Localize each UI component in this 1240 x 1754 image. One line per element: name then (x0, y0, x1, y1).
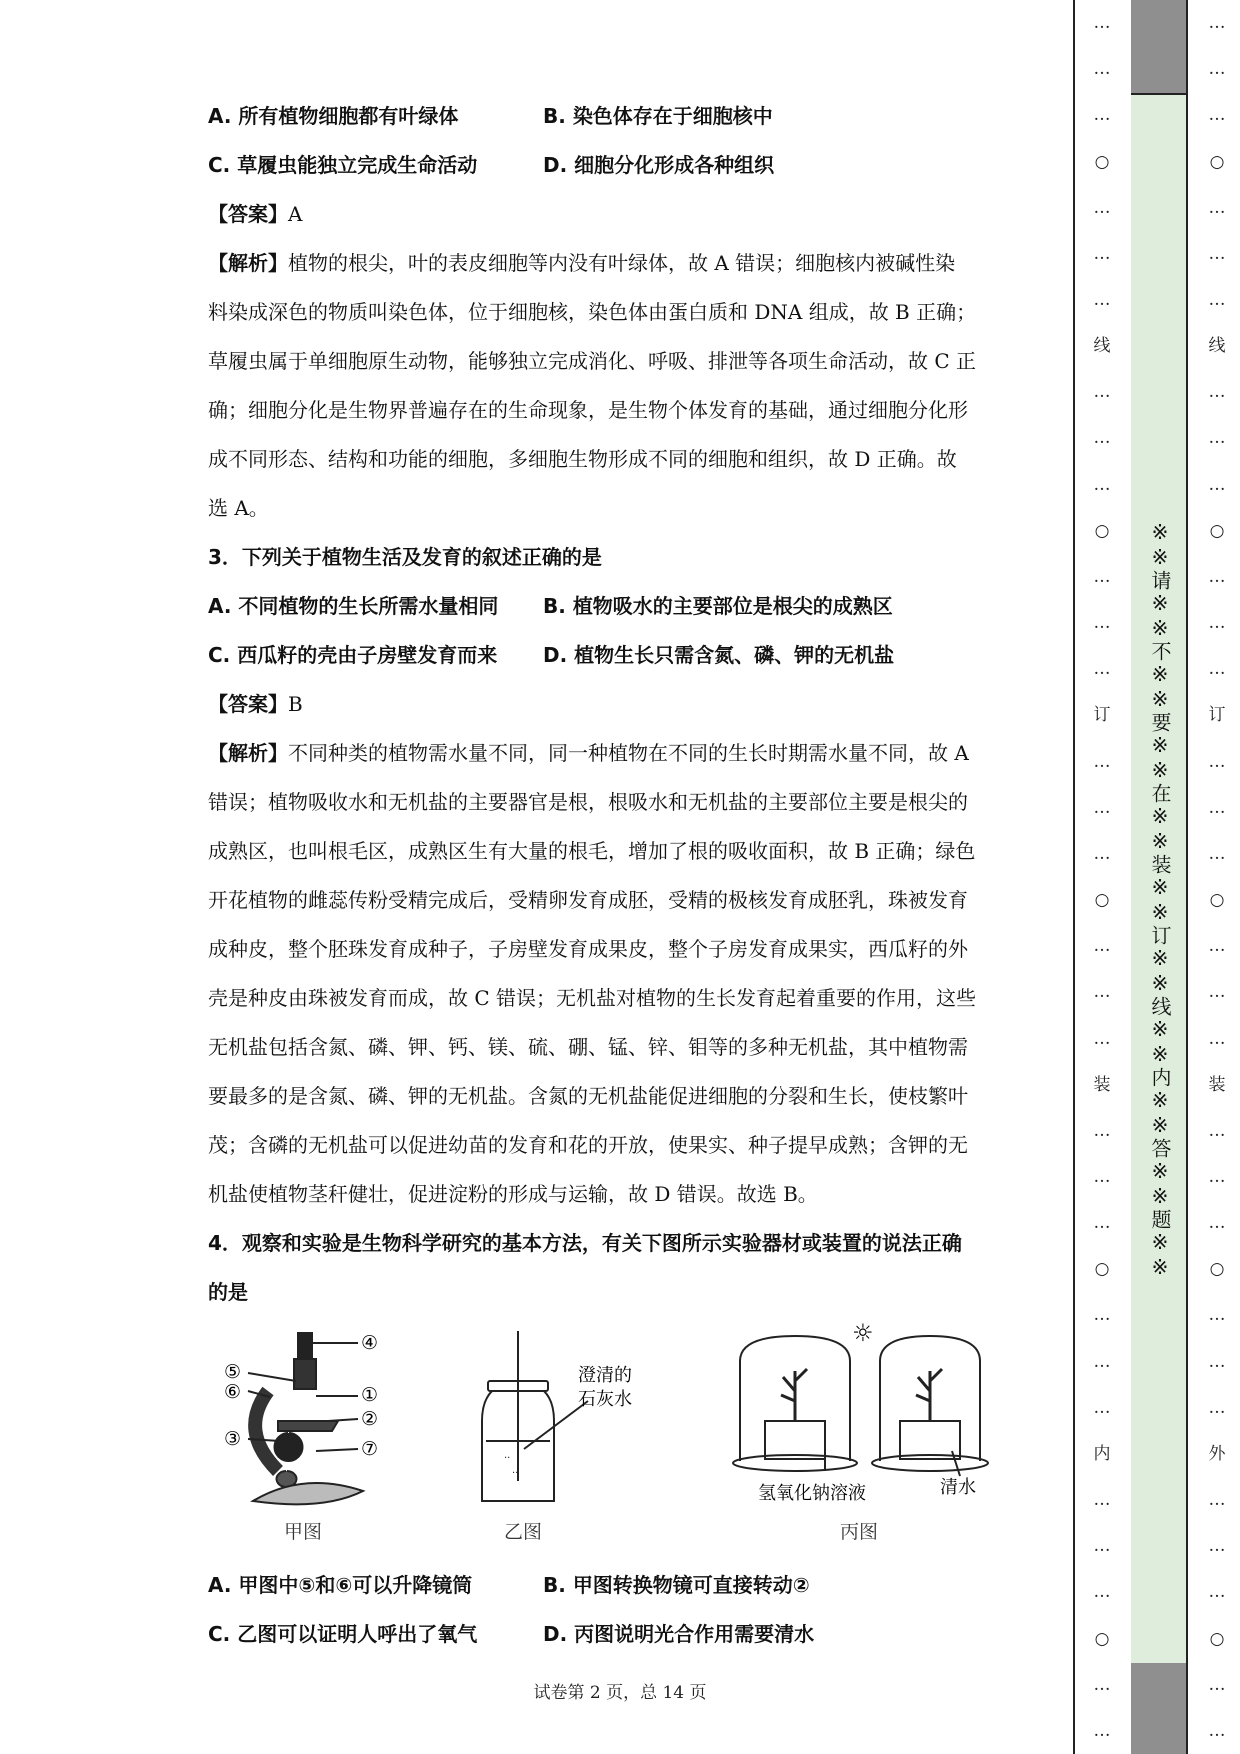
q3-analysis-tag: 【解析】 (208, 741, 288, 765)
binding-mark: 线 (1093, 336, 1111, 357)
q3-answer-tag: 【答案】 (208, 692, 288, 716)
binding-mark: … (1208, 243, 1226, 264)
q2-option-d: D. 细胞分化形成各种组织 (543, 153, 775, 177)
q2-option-b: B. 染色体存在于细胞核中 (543, 104, 773, 128)
q4-option-d: D. 丙图说明光合作用需要清水 (543, 1622, 815, 1646)
q3-options-row-2 (208, 631, 1040, 680)
q3-option-c: C. 西瓜籽的壳由子房壁发育而来 (208, 643, 498, 667)
binding-mark: … (1093, 105, 1111, 126)
q4-title-line-1: 4．观察和实验是生物科学研究的基本方法，有关下图所示实验器材或装置的说法正确 (208, 1231, 962, 1255)
q3-analysis-line: 开花植物的雌蕊传粉受精完成后，受精卵发育成胚，受精的极核发育成胚乳，珠被发育 (208, 888, 968, 912)
binding-mark: … (1208, 1305, 1226, 1326)
binding-mark: … (1093, 1305, 1111, 1326)
q4-figure (208, 1321, 1040, 1561)
binding-mark: … (1208, 1582, 1226, 1603)
binding-mark: … (1093, 982, 1111, 1003)
microscope-eyepiece (298, 1333, 312, 1359)
binding-mark: … (1208, 428, 1226, 449)
binding-mark: … (1093, 290, 1111, 311)
binding-mark: … (1093, 1120, 1111, 1141)
q2-analysis-tag: 【解析】 (208, 251, 288, 275)
q3-option-a: A. 不同植物的生长所需水量相同 (208, 594, 499, 618)
binding-mark: … (1208, 59, 1226, 80)
binding-mark: … (1208, 13, 1226, 34)
microscope-stage (278, 1421, 338, 1431)
q3-answer (208, 680, 1040, 729)
binding-mark: … (1208, 1120, 1226, 1141)
binding-mark: … (1208, 474, 1226, 495)
q2-analysis-line: 料染成深色的物质叫染色体，位于细胞核，染色体由蛋白质和 DNA 组成，故 B 正确； (208, 300, 977, 324)
binding-mark: ○ (1094, 1628, 1110, 1649)
binding-mark: … (1093, 936, 1111, 957)
binding-mark: ○ (1209, 1259, 1225, 1280)
binding-mark: … (1093, 428, 1111, 449)
q3-analysis-line: 要最多的是含氮、磷、钾的无机盐。含氮的无机盐能促进细胞的分裂和生长，使枝繁叶 (208, 1084, 968, 1108)
binding-mark: … (1208, 936, 1226, 957)
binding-warning-text: ※※请※※不※※要※※在※※装※※订※※线※※内※※答※※题※※ (1148, 520, 1172, 1280)
q3-analysis-line: 茂；含磷的无机盐可以促进幼苗的发育和花的开放，使果实、种子提早成熟；含钾的无 (208, 1133, 968, 1157)
q4-title-line-2: 的是 (208, 1280, 248, 1304)
svg-text:··: ·· (512, 1468, 519, 1479)
binding-mark: … (1093, 197, 1111, 218)
q3-analysis-line: 无机盐包括含氮、磷、钾、钙、镁、硫、硼、锰、锌、钼等的多种无机盐，其中植物需 (208, 1035, 968, 1059)
microscope-label-4: ④ (361, 1332, 379, 1354)
bell-label-left: 氢氧化钠溶液 (758, 1483, 866, 1504)
q2-option-c: C. 草履虫能独立完成生命活动 (208, 153, 478, 177)
q2-analysis-line: 确；细胞分化是生物界普遍存在的生命现象，是生物个体发育的基础，通过细胞分化形 (208, 398, 968, 422)
jar-label-line-2: 石灰水 (578, 1389, 632, 1410)
binding-mark: ○ (1209, 151, 1225, 172)
q2-option-a: A. 所有植物细胞都有叶绿体 (208, 104, 459, 128)
microscope-label-1: ① (361, 1384, 379, 1406)
q3-analysis-line: 机盐使植物茎秆健壮，促进淀粉的形成与运输，故 D 错误。故选 B。 (208, 1182, 818, 1206)
binding-mark: … (1208, 1028, 1226, 1049)
q3-analysis-line: 不同种类的植物需水量不同，同一种植物在不同的生长时期需水量不同，故 A (288, 741, 969, 765)
binding-mark: … (1208, 290, 1226, 311)
binding-mark: ○ (1094, 520, 1110, 541)
microscope-label-2: ② (361, 1408, 379, 1430)
q2-answer-value: A (288, 202, 303, 226)
q2-options-row-2 (208, 141, 1040, 190)
binding-mark: … (1208, 1166, 1226, 1187)
binding-mark: … (1208, 1720, 1226, 1741)
microscope-label-5: ⑤ (224, 1361, 242, 1383)
binding-mark: … (1208, 982, 1226, 1003)
svg-text:··: ·· (504, 1453, 511, 1464)
microscope-arm (255, 1391, 278, 1471)
binding-mark: 订 (1093, 705, 1111, 726)
binding-mark: … (1093, 382, 1111, 403)
q3-option-d: D. 植物生长只需含氮、磷、钾的无机盐 (543, 643, 895, 667)
q3-analysis-line: 壳是种皮由珠被发育而成，故 C 错误；无机盐对植物的生长发育起着重要的作用，这些 (208, 986, 977, 1010)
binding-mark: … (1208, 1213, 1226, 1234)
binding-mark: … (1093, 1490, 1111, 1511)
q3-option-b: B. 植物吸水的主要部位是根尖的成熟区 (543, 594, 893, 618)
bell-jar-figure (730, 1321, 1000, 1511)
binding-mark: 装 (1208, 1074, 1226, 1095)
figure-caption-yi: 乙图 (504, 1521, 543, 1543)
binding-mark: 装 (1093, 1074, 1111, 1095)
q4-option-b: B. 甲图转换物镜可直接转动② (543, 1573, 810, 1597)
q4-options-row-1 (208, 1561, 1040, 1610)
binding-mark: … (1093, 613, 1111, 634)
binding-mark: … (1093, 659, 1111, 680)
binding-mark: ○ (1094, 890, 1110, 911)
binding-mark: ○ (1094, 151, 1110, 172)
binding-mark: … (1208, 1536, 1226, 1557)
binding-marks-inner (1087, 0, 1117, 1754)
q3-analysis-line: 成熟区，也叫根毛区，成熟区生有大量的根毛，增加了根的吸收面积，故 B 正确；绿色 (208, 839, 976, 863)
figure-caption-bing: 丙图 (840, 1521, 879, 1543)
microscope-label-6: ⑥ (224, 1381, 242, 1403)
binding-mark: … (1093, 566, 1111, 587)
binding-mark: … (1093, 1166, 1111, 1187)
binding-mark: … (1208, 1351, 1226, 1372)
binding-mark: … (1208, 1397, 1226, 1418)
binding-mark: 订 (1208, 705, 1226, 726)
q3-analysis (208, 729, 1040, 1219)
binding-mark: 内 (1093, 1443, 1111, 1464)
binding-mark: … (1093, 1536, 1111, 1557)
binding-mark: … (1093, 1720, 1111, 1741)
q2-analysis-line: 植物的根尖，叶的表皮细胞等内没有叶绿体，故 A 错误；细胞核内被碱性染 (288, 251, 956, 275)
q2-analysis-line: 成不同形态、结构和功能的细胞，多细胞生物形成不同的细胞和组织，故 D 正确。故 (208, 447, 957, 471)
binding-mark: … (1208, 197, 1226, 218)
binding-gray-bottom (1131, 1663, 1188, 1754)
q4-option-a: A. 甲图中⑤和⑥可以升降镜筒 (208, 1573, 473, 1597)
binding-mark: … (1093, 1028, 1111, 1049)
q3-analysis-line: 成种皮，整个胚珠发育成种子，子房壁发育成果皮，整个子房发育成果实，西瓜籽的外 (208, 937, 968, 961)
binding-mark: … (1093, 243, 1111, 264)
binding-mark: … (1093, 1397, 1111, 1418)
binding-mark: ○ (1094, 1259, 1110, 1280)
binding-mark: 外 (1208, 1443, 1226, 1464)
q3-answer-value: B (288, 692, 303, 716)
binding-mark: 线 (1208, 336, 1226, 357)
binding-mark: … (1208, 613, 1226, 634)
jar-label-line-1: 澄清的 (578, 1365, 632, 1386)
q2-options-row-1 (208, 92, 1040, 141)
page-content (208, 92, 1040, 1659)
binding-mark: … (1093, 1582, 1111, 1603)
microscope-tube (294, 1359, 316, 1389)
q2-answer (208, 190, 1040, 239)
binding-mark: … (1208, 105, 1226, 126)
microscope-figure (208, 1321, 408, 1521)
microscope-base (253, 1483, 363, 1504)
binding-mark: … (1208, 751, 1226, 772)
q2-answer-tag: 【答案】 (208, 202, 288, 226)
q2-analysis (208, 239, 1040, 533)
binding-mark: … (1093, 1213, 1111, 1234)
binding-mark: … (1208, 1490, 1226, 1511)
q2-analysis-line: 选 A。 (208, 496, 269, 520)
sun-icon: ☼ (852, 1321, 874, 1347)
binding-mark: ○ (1209, 1628, 1225, 1649)
binding-mark: ○ (1209, 890, 1225, 911)
binding-mark: … (1093, 843, 1111, 864)
binding-mark: … (1208, 843, 1226, 864)
q3-options-row-1 (208, 582, 1040, 631)
binding-mark: … (1208, 797, 1226, 818)
binding-mark: … (1208, 1674, 1226, 1695)
binding-mark: … (1093, 1674, 1111, 1695)
page-footer: 试卷第 2 页，总 14 页 (533, 1683, 707, 1703)
binding-mark: … (1093, 13, 1111, 34)
microscope-coarse-knob (275, 1433, 303, 1461)
microscope-label-3: ③ (224, 1428, 242, 1450)
binding-mark: … (1208, 566, 1226, 587)
q4-options-row-2 (208, 1610, 1040, 1659)
figure-caption-jia: 甲图 (284, 1521, 323, 1543)
q2-analysis-line: 草履虫属于单细胞原生动物，能够独立完成消化、呼吸、排泄等各项生命活动，故 C 正 (208, 349, 977, 373)
q4-option-c: C. 乙图可以证明人呼出了氧气 (208, 1622, 478, 1646)
binding-mark: ○ (1209, 520, 1225, 541)
binding-mark: … (1093, 1351, 1111, 1372)
microscope-label-7: ⑦ (361, 1438, 379, 1460)
binding-marks-outer (1202, 0, 1232, 1754)
q3-analysis-line: 错误；植物吸收水和无机盐的主要器官是根，根吸水和无机盐的主要部位主要是根尖的 (208, 790, 968, 814)
bell-label-right: 清水 (940, 1477, 976, 1498)
binding-mark: … (1093, 59, 1111, 80)
limewater-jar-figure (468, 1331, 668, 1521)
binding-gray-top (1131, 0, 1188, 93)
q3-title: 3．下列关于植物生活及发育的叙述正确的是 (208, 545, 602, 569)
binding-mark: … (1208, 382, 1226, 403)
binding-mark: … (1093, 751, 1111, 772)
binding-mark: … (1093, 474, 1111, 495)
binding-mark: … (1208, 659, 1226, 680)
binding-mark: … (1093, 797, 1111, 818)
